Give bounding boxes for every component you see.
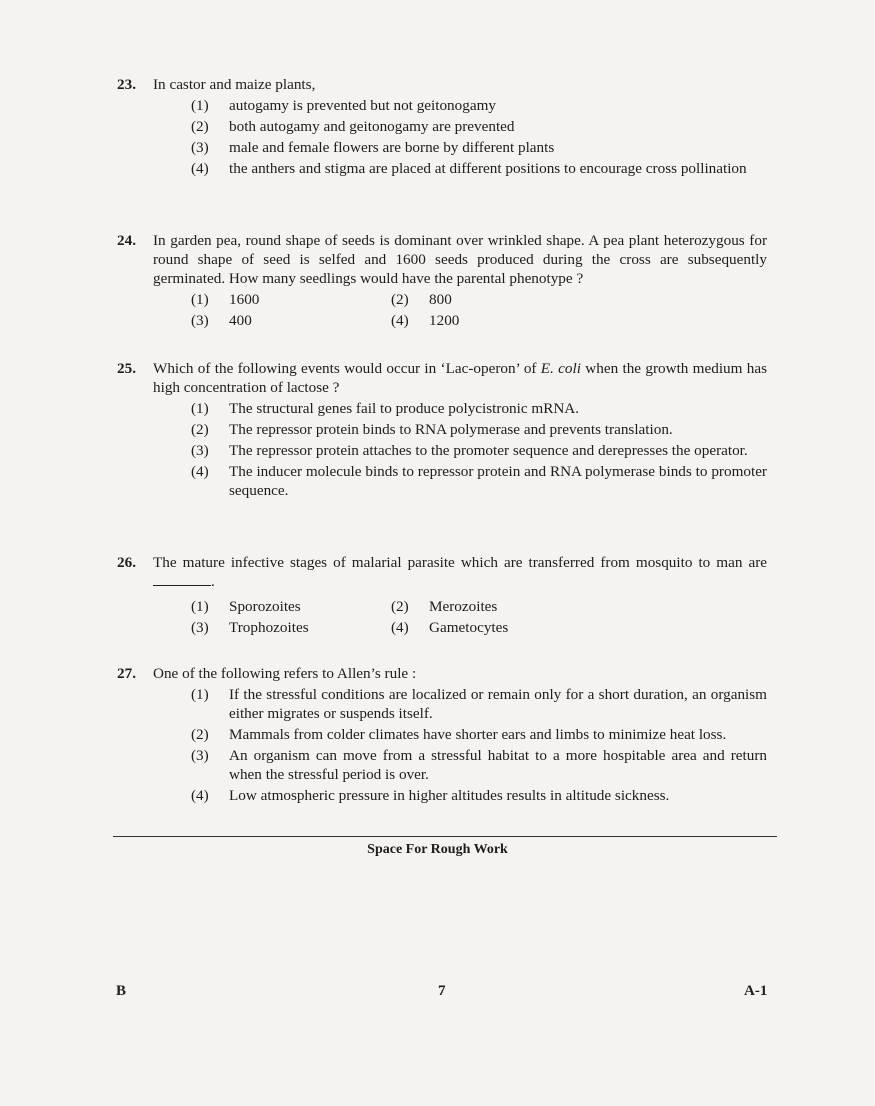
question-23 [117, 75, 767, 180]
option-3: (3) An organism can move from a stressful habitat to a more hospitable area and return when the stressful period is over. [191, 747, 767, 783]
option-3: (3) 400 [191, 312, 252, 329]
answer-blank [153, 573, 211, 586]
footer-booklet-code: B [116, 983, 127, 999]
question-text: The mature infective stages of malarial parasite which are transferred from mosquito to man are . [153, 554, 767, 590]
question-text: In castor and maize plants, [153, 76, 316, 93]
option-4: (4) 1200 [391, 312, 460, 329]
question-26 [117, 553, 767, 637]
option-1: (1) If the stressful conditions are localized or remain only for a short duration, an organism either migrates or suspends itself. [191, 686, 767, 722]
divider [113, 836, 777, 837]
question-number: 23. [117, 76, 136, 93]
option-4: (4) The inducer molecule binds to repressor protein and RNA polymerase binds to promoter sequence. [191, 463, 767, 499]
rough-work-label: Space For Rough Work [367, 842, 508, 857]
option-4: (4) Gametocytes [391, 619, 509, 636]
question-text: One of the following refers to Allen’s rule : [153, 665, 417, 682]
option-4: (4) the anthers and stigma are placed at different positions to encourage cross pollination [191, 160, 747, 177]
option-1: (1) 1600 [191, 291, 260, 308]
question-24 [117, 231, 767, 330]
option-1: (1) Sporozoites [191, 598, 301, 615]
option-1: (1) The structural genes fail to produce polycistronic mRNA. [191, 400, 580, 417]
question-25 [117, 359, 767, 502]
question-number: 24. [117, 232, 136, 249]
option-2: (2) 800 [391, 291, 452, 308]
option-2: (2) The repressor protein binds to RNA polymerase and prevents translation. [191, 421, 673, 438]
option-2: (2) Mammals from colder climates have shorter ears and limbs to minimize heat loss. [191, 726, 727, 743]
question-number: 25. [117, 360, 136, 377]
option-3: (3) male and female flowers are borne by different plants [191, 139, 555, 156]
question-number: 27. [117, 665, 136, 682]
question-text: Which of the following events would occur in ‘Lac-operon’ of E. coli when the growth medium has high concentration of lactose ? [153, 360, 768, 396]
question-text: In garden pea, round shape of seeds is dominant over wrinkled shape. A pea plant heterozygous for round shape of seed is selfed and 1600 seeds produced during the cross are subsequently germinated. How many seedlings would have the parental phenotype ? [153, 232, 767, 287]
option-1: (1) autogamy is prevented but not geitonogamy [191, 97, 496, 114]
option-4: (4) Low atmospheric pressure in higher altitudes results in altitude sickness. [191, 787, 670, 804]
option-3: (3) The repressor protein attaches to the promoter sequence and derepresses the operator. [191, 442, 748, 459]
question-number: 26. [117, 554, 136, 571]
option-2: (2) Merozoites [391, 598, 498, 615]
footer-series-code: A-1 [744, 983, 768, 999]
page-number: 7 [438, 983, 446, 999]
option-3: (3) Trophozoites [191, 619, 309, 636]
option-2: (2) both autogamy and geitonogamy are prevented [191, 118, 515, 135]
question-27 [117, 664, 767, 807]
